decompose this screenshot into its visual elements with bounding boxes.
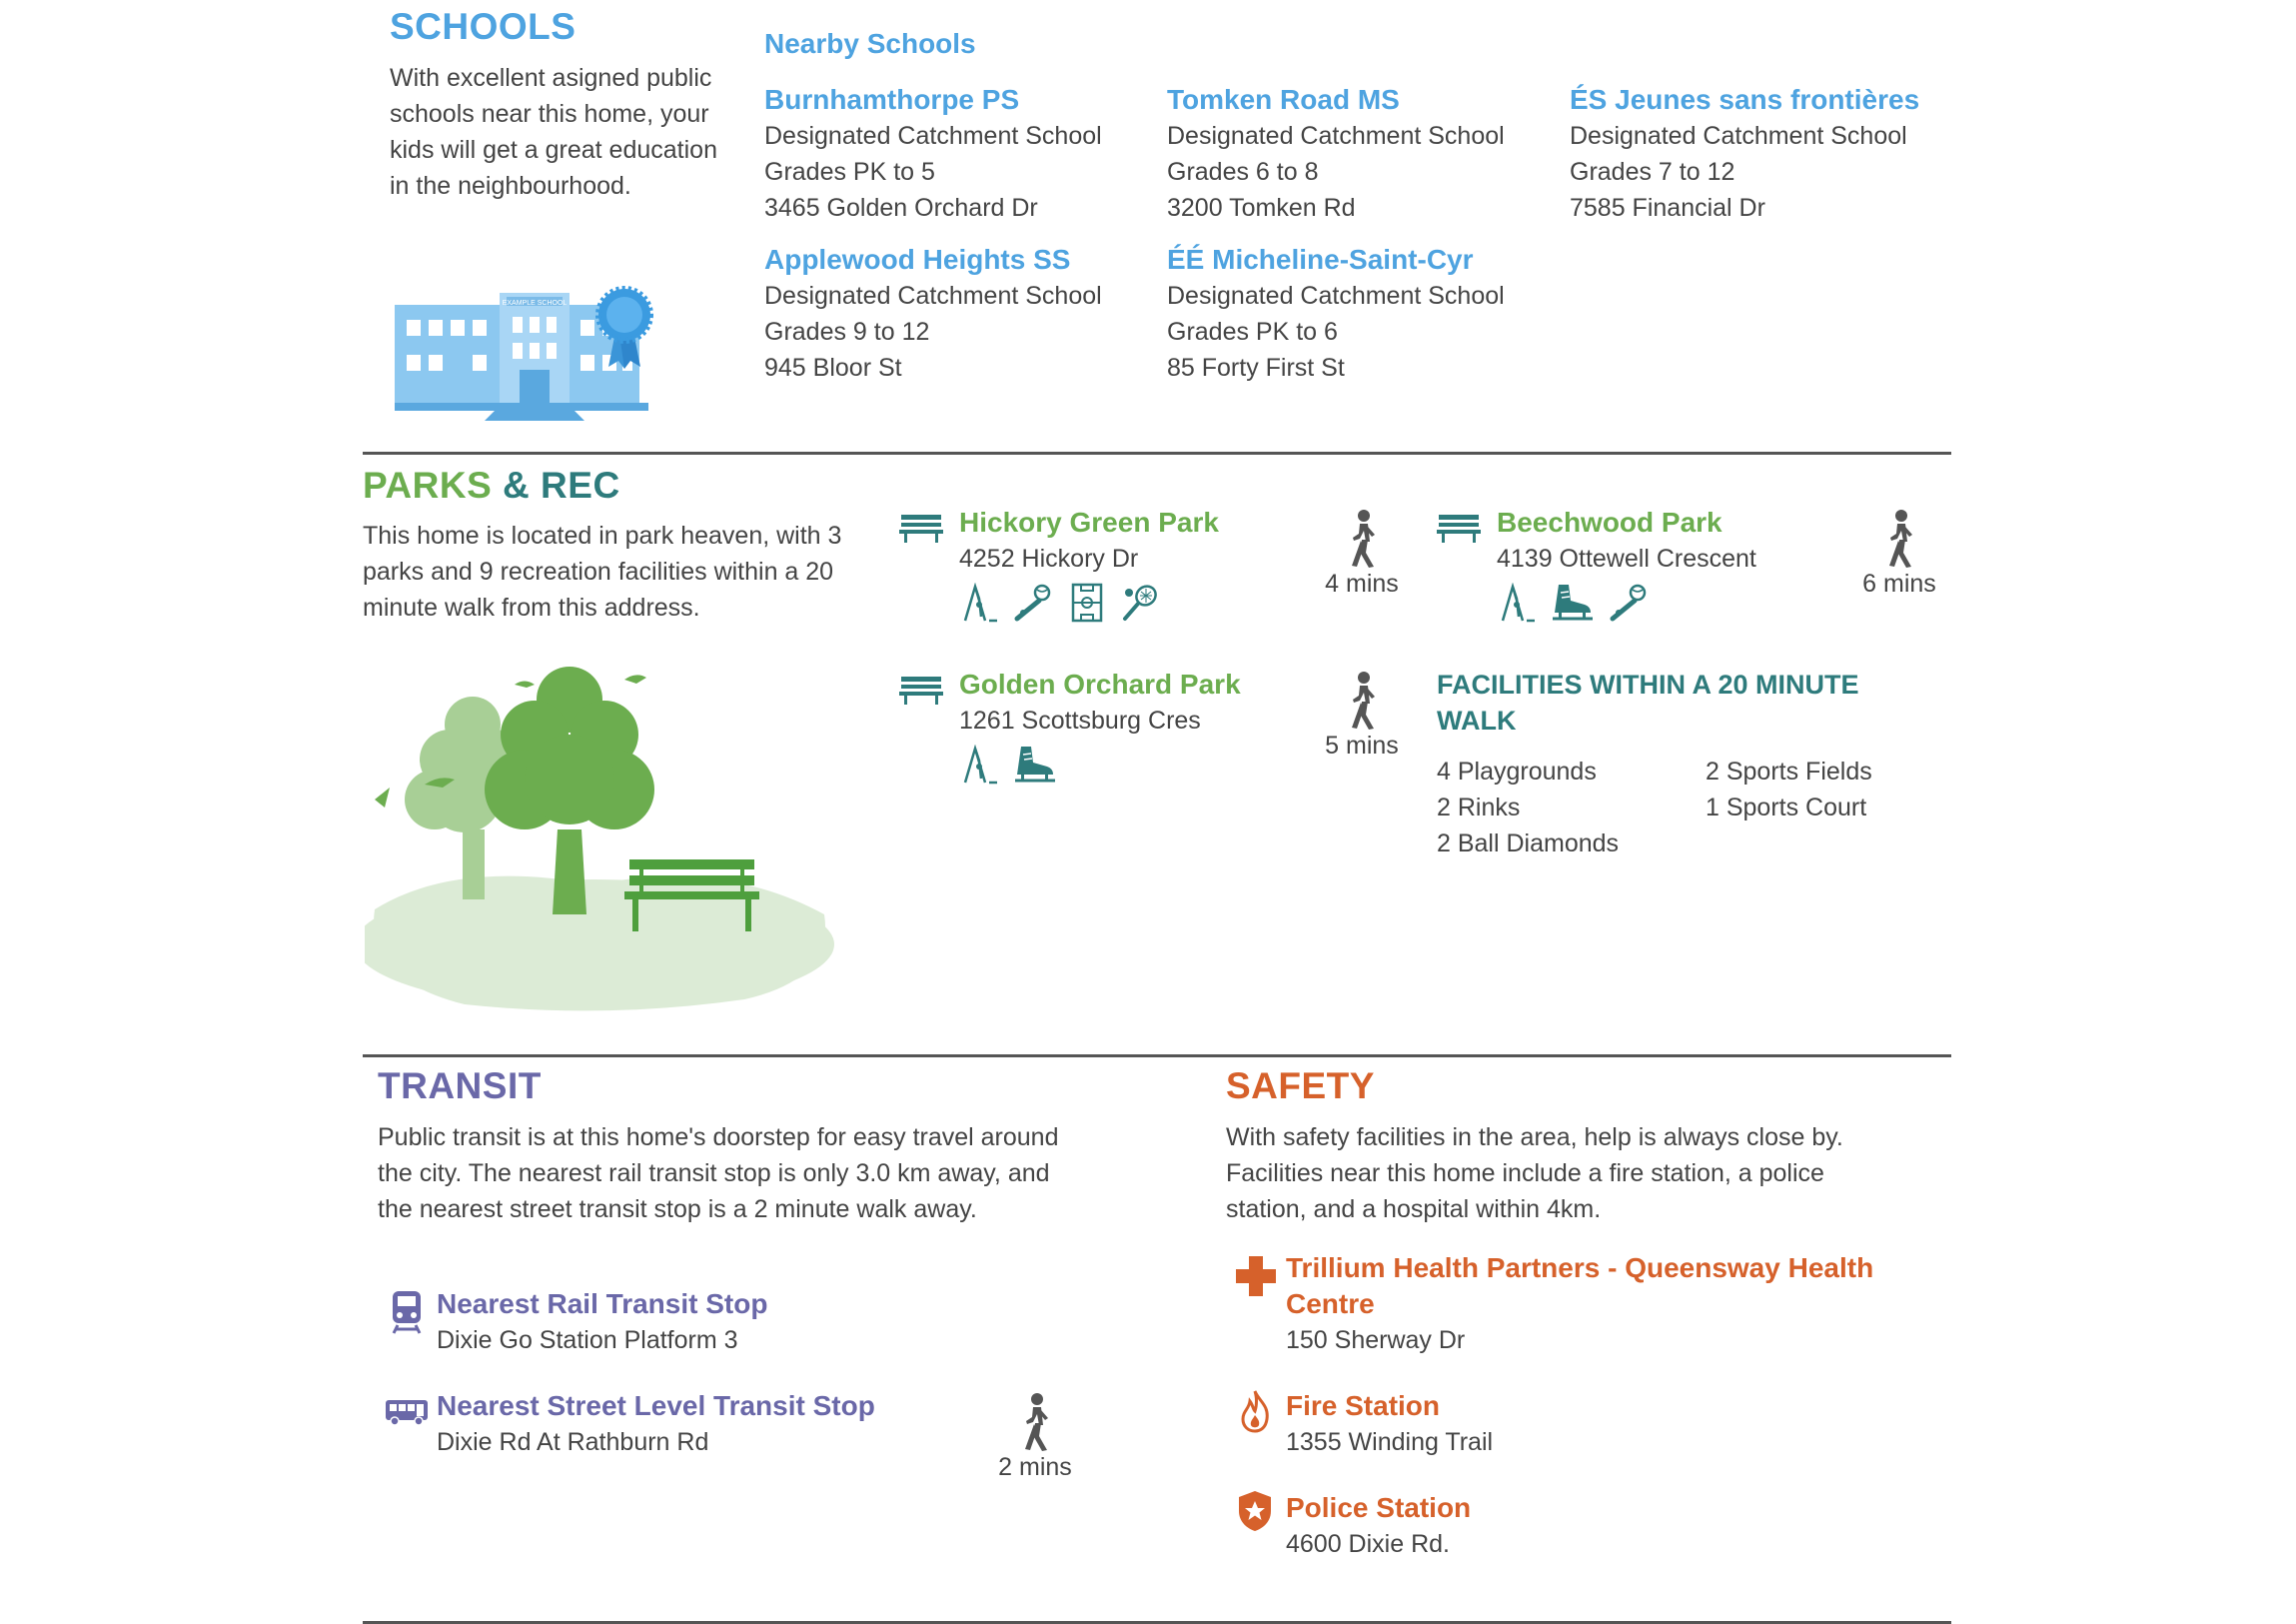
tennis-court-icon <box>1121 583 1161 623</box>
transit-description: Public transit is at this home's doorstep for easy travel around the city. The nearest rail transit stop is only 3.0 km away, and the nearest street transit stop is a 2 minute walk away. <box>378 1123 1059 1223</box>
street-stop-title[interactable]: Nearest Street Level Transit Stop <box>437 1390 875 1421</box>
school-building-icon <box>395 275 674 425</box>
school-name[interactable]: ÉS Jeunes sans frontières <box>1570 84 1920 115</box>
school-address: 85 Forty First St <box>1167 354 1345 382</box>
facility-count: 2 Ball Diamonds <box>1437 829 1620 857</box>
facility-count: 2 Rinks <box>1437 794 1521 821</box>
facility-count: 2 Sports Fields <box>1706 758 1872 786</box>
parks-heading-part: PARKS <box>363 465 493 506</box>
school-grades: Grades 6 to 8 <box>1167 158 1319 186</box>
skating-rink-icon <box>1551 583 1595 623</box>
section-divider <box>363 452 1951 455</box>
walk-time-label: 6 mins <box>1862 570 1936 598</box>
parks-heading <box>363 465 620 507</box>
police-station-name[interactable]: Police Station <box>1286 1492 1472 1523</box>
walk-time <box>1317 508 1407 599</box>
walking-person-icon <box>1879 508 1919 570</box>
walking-person-icon <box>1342 508 1382 570</box>
ball-diamond-icon <box>1609 583 1649 623</box>
park-card <box>959 505 1219 623</box>
bus-icon <box>385 1397 429 1427</box>
hospital-cross-icon <box>1234 1254 1278 1298</box>
schools-heading: SCHOOLS <box>390 6 576 47</box>
walk-time <box>1317 670 1407 761</box>
transit-heading: TRANSIT <box>378 1065 542 1106</box>
park-name[interactable]: Golden Orchard Park <box>959 669 1241 700</box>
school-card <box>764 82 1102 226</box>
school-grades: Grades 7 to 12 <box>1570 158 1735 186</box>
fire-station-card <box>1286 1388 1493 1460</box>
playground-icon <box>959 583 999 623</box>
walk-time-label: 4 mins <box>1325 570 1399 598</box>
police-station-address: 4600 Dixie Rd. <box>1286 1530 1450 1558</box>
park-address: 4139 Ottewell Crescent <box>1497 545 1756 573</box>
skating-rink-icon <box>1013 745 1057 785</box>
school-address: 945 Bloor St <box>764 354 902 382</box>
park-facility-icons <box>959 745 1241 785</box>
safety-description: With safety facilities in the area, help is always close by. Facilities near this home include a fire station, a police station, and a hospital within 4km. <box>1226 1123 1843 1223</box>
school-grades: Grades PK to 5 <box>764 158 935 186</box>
walking-person-icon <box>1342 670 1382 732</box>
rail-stop-title[interactable]: Nearest Rail Transit Stop <box>437 1288 768 1319</box>
playground-icon <box>1497 583 1537 623</box>
hospital-address: 150 Sherway Dr <box>1286 1326 1466 1354</box>
hospital-name[interactable]: Trillium Health Partners - Queensway Health Centre <box>1286 1252 1874 1319</box>
park-address: 4252 Hickory Dr <box>959 545 1139 573</box>
school-name[interactable]: ÉÉ Micheline-Saint-Cyr <box>1167 244 1474 275</box>
rail-stop-name: Dixie Go Station Platform 3 <box>437 1326 738 1354</box>
walk-time <box>990 1391 1080 1482</box>
sports-field-icon <box>1067 583 1107 623</box>
park-card <box>959 667 1241 785</box>
school-address: 7585 Financial Dr <box>1570 194 1765 222</box>
hospital-card <box>1286 1250 1905 1358</box>
park-facility-icons <box>959 583 1219 623</box>
park-illustration <box>365 660 844 1019</box>
fire-icon <box>1239 1389 1271 1433</box>
train-icon <box>390 1289 424 1335</box>
facility-count: 1 Sports Court <box>1706 794 1867 821</box>
park-facility-icons <box>1497 583 1756 623</box>
school-type: Designated Catchment School <box>764 282 1102 310</box>
parks-description: This home is located in park heaven, with 3 parks and 9 recreation facilities within a 20 minute walk from this address. <box>363 522 842 622</box>
school-address: 3465 Golden Orchard Dr <box>764 194 1038 222</box>
facilities-column <box>1706 754 1872 825</box>
school-type: Designated Catchment School <box>764 122 1102 150</box>
fire-station-name[interactable]: Fire Station <box>1286 1390 1441 1421</box>
school-name[interactable]: Applewood Heights SS <box>764 244 1071 275</box>
walk-time-label: 2 mins <box>998 1453 1072 1481</box>
park-name[interactable]: Beechwood Park <box>1497 507 1722 538</box>
school-card <box>1570 82 1919 226</box>
fire-station-address: 1355 Winding Trail <box>1286 1428 1494 1456</box>
street-stop-name: Dixie Rd At Rathburn Rd <box>437 1428 709 1456</box>
walk-time <box>1854 508 1944 599</box>
school-name[interactable]: Tomken Road MS <box>1167 84 1400 115</box>
rail-stop-card <box>437 1286 767 1358</box>
schools-description: With excellent asigned public schools near this home, your kids will get a great education in the neighbourhood. <box>390 64 717 200</box>
park-bench-icon <box>899 675 943 705</box>
school-type: Designated Catchment School <box>1570 122 1907 150</box>
rec-heading-part: & REC <box>492 465 620 506</box>
school-address: 3200 Tomken Rd <box>1167 194 1356 222</box>
park-bench-icon <box>899 513 943 543</box>
park-address: 1261 Scottsburg Cres <box>959 707 1201 735</box>
facilities-column <box>1437 754 1619 861</box>
park-bench-icon <box>1437 513 1481 543</box>
nearby-schools-heading: Nearby Schools <box>764 28 976 59</box>
ball-diamond-icon <box>1013 583 1053 623</box>
school-name[interactable]: Burnhamthorpe PS <box>764 84 1020 115</box>
park-name[interactable]: Hickory Green Park <box>959 507 1219 538</box>
police-badge-icon <box>1237 1489 1273 1533</box>
street-stop-card <box>437 1388 875 1460</box>
school-type: Designated Catchment School <box>1167 282 1505 310</box>
facility-count: 4 Playgrounds <box>1437 758 1597 786</box>
section-divider <box>363 1054 1951 1057</box>
safety-heading: SAFETY <box>1226 1065 1375 1106</box>
school-grades: Grades PK to 6 <box>1167 318 1338 346</box>
facilities-heading: FACILITIES WITHIN A 20 MINUTE WALK <box>1437 670 1859 736</box>
walk-time-label: 5 mins <box>1325 732 1399 760</box>
school-grades: Grades 9 to 12 <box>764 318 930 346</box>
school-sign-label: EXAMPLE SCHOOL <box>502 300 568 307</box>
police-station-card <box>1286 1490 1471 1562</box>
school-card <box>764 242 1102 386</box>
park-card <box>1497 505 1756 623</box>
school-card <box>1167 242 1505 386</box>
playground-icon <box>959 745 999 785</box>
walking-person-icon <box>1015 1391 1055 1453</box>
school-card <box>1167 82 1505 226</box>
school-type: Designated Catchment School <box>1167 122 1505 150</box>
